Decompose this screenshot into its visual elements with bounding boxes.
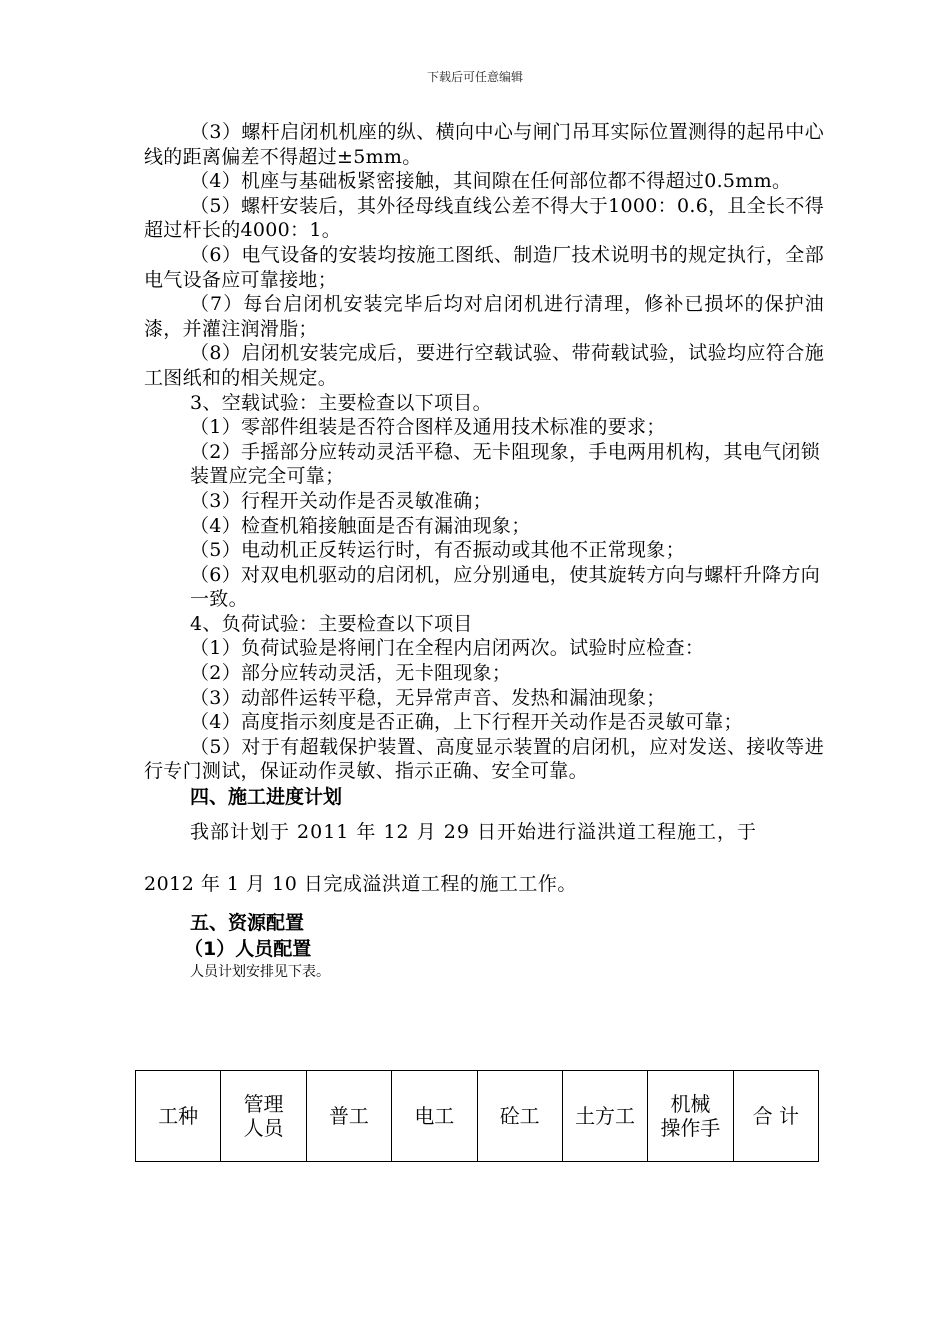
table-cell-concrete-workers: 砼工 [477, 1071, 562, 1162]
paragraph: （4）检查机箱接触面是否有漏油现象； [190, 514, 531, 537]
section-heading-resources: 五、资源配置 [190, 912, 305, 935]
page-header-note: 下载后可任意编辑 [426, 70, 523, 84]
table-cell-laborers: 普工 [306, 1071, 391, 1162]
paragraph: 一致。 [190, 588, 248, 611]
paragraph: （3）螺杆启闭机机座的纵、横向中心与闸门吊耳实际位置测得的起吊中心线的距离偏差不得超过±5mm。 [144, 121, 824, 168]
paragraph: 3、空载试验：主要检查以下项目。 [190, 391, 492, 414]
paragraph: （6）对双电机驱动的启闭机，应分别通电，使其旋转方向与螺杆升降方向 [190, 563, 820, 586]
paragraph: （4）高度指示刻度是否正确，上下行程开关动作是否灵敏可靠； [190, 711, 743, 734]
paragraph: （8）启闭机安装完成后，要进行空载试验、带荷载试验，试验均应符合施工图纸和的相关规定。 [144, 342, 824, 389]
paragraph: （7）每台启闭机安装完毕后均对启闭机进行清理，修补已损坏的保护油漆，并灌注润滑脂； [144, 293, 824, 340]
table-cell-total: 合 计 [733, 1071, 818, 1162]
table-cell-earthwork-workers: 土方工 [562, 1071, 647, 1162]
paragraph: （6）电气设备的安装均按施工图纸、制造厂技术说明书的规定执行，全部电气设备应可靠接地； [144, 243, 824, 291]
paragraph: （4）机座与基础板紧密接触，其间隙在任何部位都不得超过0.5mm。 [190, 170, 792, 193]
paragraph: 装置应完全可靠； [190, 465, 345, 488]
paragraph: （2）手摇部分应转动灵活平稳、无卡阻现象，手电两用机构，其电气闭锁 [190, 440, 820, 463]
table-row [136, 1071, 819, 1162]
staffing-table [135, 1070, 819, 1162]
table-cell-machine-operators: 机械 操作手 [648, 1071, 733, 1162]
section-heading-schedule: 四、施工进度计划 [190, 786, 343, 809]
schedule-line-1: 我部计划于 2011 年 12 月 29 日开始进行溢洪道工程施工，于 [190, 821, 757, 844]
paragraph: （3）动部件运转平稳，无异常声音、发热和漏油现象； [190, 686, 666, 709]
table-cell-managers: 管理 人员 [221, 1071, 306, 1162]
table-note: 人员计划安排见下表。 [190, 964, 330, 981]
paragraph: （3）行程开关动作是否灵敏准确； [190, 489, 492, 512]
subheading-staffing: （1）人员配置 [184, 938, 312, 961]
table-cell-trade: 工种 [136, 1071, 221, 1162]
paragraph: （5）对于有超载保护装置、高度显示装置的启闭机，应对发送、接收等进行专门测试，保证动作灵敏、指示正确、安全可靠。 [144, 735, 824, 783]
schedule-line-2: 2012 年 1 月 10 日完成溢洪道工程的施工工作。 [144, 873, 577, 896]
document-body [144, 120, 824, 982]
paragraph: （1）零部件组装是否符合图样及通用技术标准的要求； [190, 416, 666, 439]
table-cell-electricians: 电工 [392, 1071, 477, 1162]
paragraph: （5）电动机正反转运行时，有否振动或其他不正常现象； [190, 539, 685, 562]
paragraph: （2）部分应转动灵活，无卡阻现象； [190, 662, 512, 685]
paragraph: （5）螺杆安装后，其外径母线直线公差不得大于1000：0.6，且全长不得超过杆长的4000：1。 [144, 194, 824, 242]
paragraph: 4、负荷试验：主要检查以下项目 [190, 612, 473, 635]
paragraph: （1）负荷试验是将闸门在全程内启闭两次。试验时应检查： [190, 637, 705, 660]
